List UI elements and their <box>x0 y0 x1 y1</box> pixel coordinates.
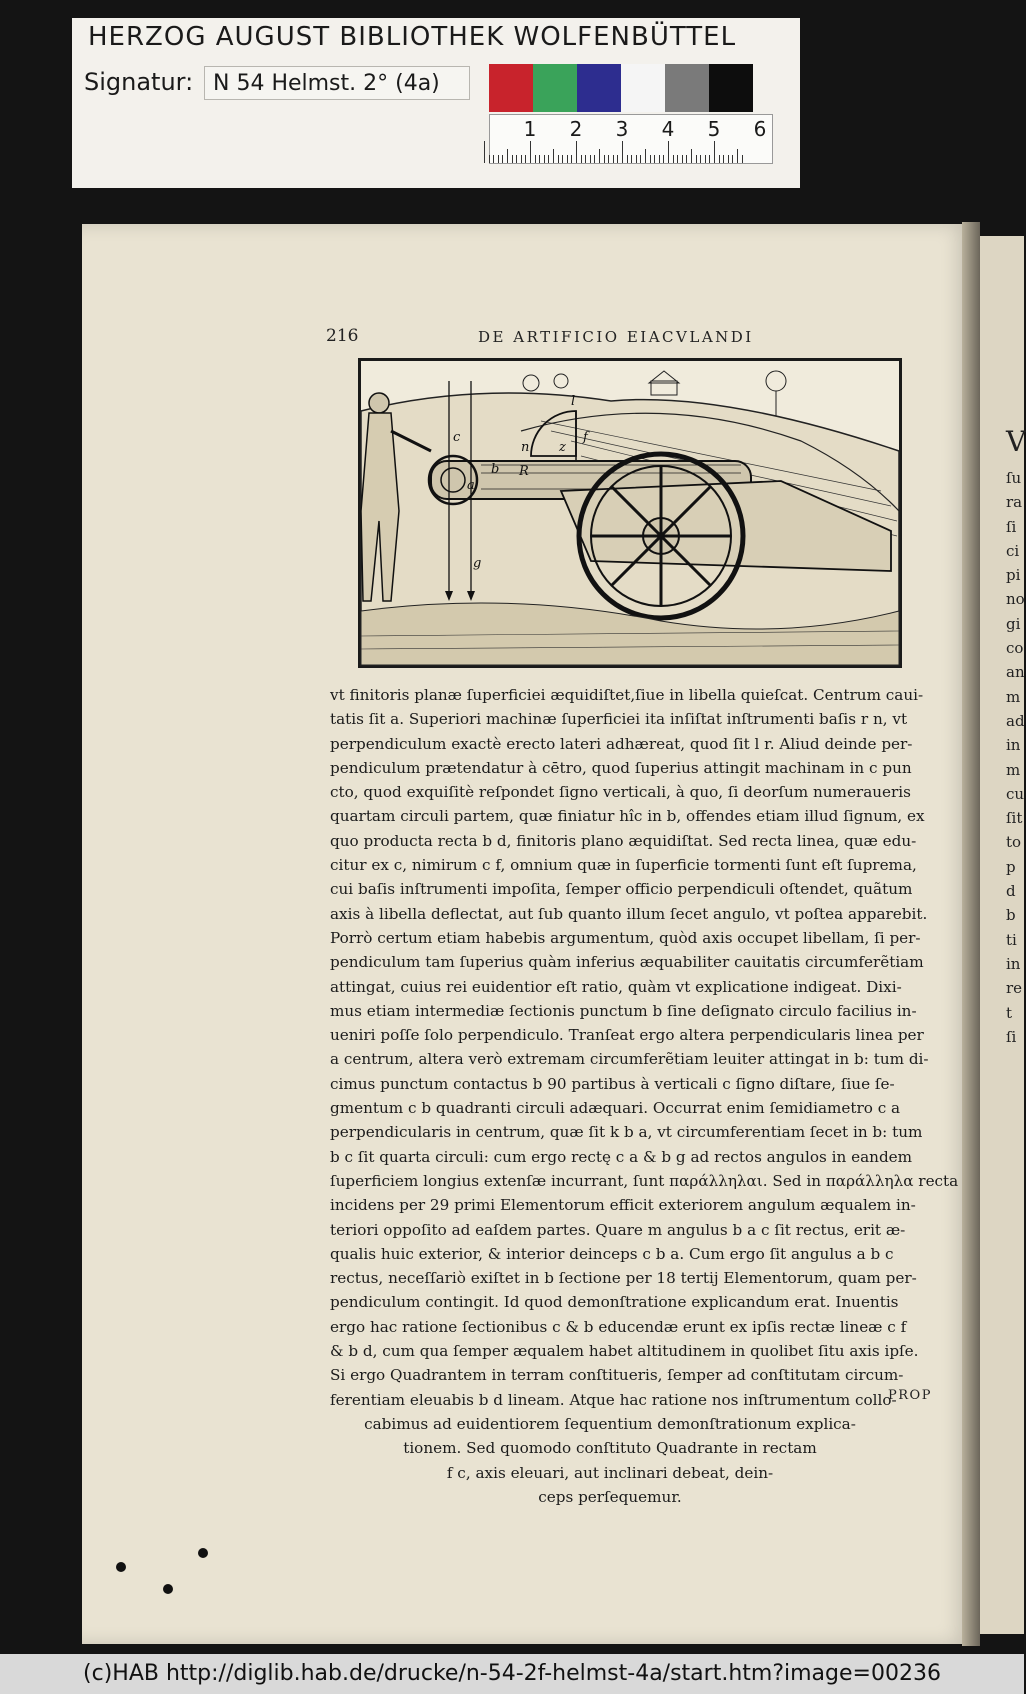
text-line: ceps perſequemur. <box>538 1487 682 1506</box>
text-line: perpendiculum exactè erecto lateri adhæreat, quod ſit l r. Aliud deinde per- <box>330 734 913 753</box>
text-line: b c ſit quarta circuli: cum ergo rectę c a & b g ad rectos angulos in eandem <box>330 1147 913 1166</box>
figure-letter: n <box>521 440 530 455</box>
facing-text-fragment: p <box>1006 857 1016 876</box>
swatch-black <box>709 64 753 112</box>
signatur-value: N 54 Helmst. 2° (4a) <box>204 66 470 100</box>
ruler-tick <box>737 149 738 163</box>
ruler-tick <box>659 155 660 163</box>
ruler-tick <box>567 155 568 163</box>
ruler-tick <box>728 155 729 163</box>
facing-text-fragment: pi <box>1006 566 1021 585</box>
swatch-gray <box>665 64 709 112</box>
text-line: vt finitoris planæ ſuperficiei æquidiſtet,ſiue in libella quieſcat. Centrum caui- <box>330 686 924 704</box>
text-line: & b d, cum qua ſemper æqualem habet altitudinem in quolibet ſitu axis ipſe. <box>330 1342 919 1361</box>
ruler-tick <box>585 155 586 163</box>
facing-text-fragment: ci <box>1006 541 1020 560</box>
ruler-tick <box>489 155 490 163</box>
figure-letter: b <box>491 462 500 477</box>
woodcut-illustration <box>358 358 902 668</box>
ruler-tick <box>650 155 651 163</box>
text-line: mus etiam intermediæ ſectionis punctum b ſine deſignato circulo facilius in- <box>330 1001 917 1020</box>
copyright-url-footer: (c)HAB http://diglib.hab.de/drucke/n-54-2f-helmst-4a/start.htm?image=00236 <box>0 1654 1024 1694</box>
text-line: cto, quod exquiſitè reſpondet ſigno verticali, à quo, ſi deorſum numeraueris <box>330 783 911 802</box>
facing-text-fragment: ti <box>1006 930 1017 949</box>
ruler-number: 4 <box>661 117 675 141</box>
ruler-tick <box>682 155 683 163</box>
text-line: tionem. Sed quomodo conſtituto Quadrante in rectam <box>403 1439 817 1458</box>
ruler-tick <box>521 155 522 163</box>
ruler-tick <box>673 155 674 163</box>
ruler-number: 1 <box>523 117 537 141</box>
figure-letter: g <box>473 556 482 571</box>
ruler-tick <box>512 155 513 163</box>
figure-letter: c <box>453 430 461 445</box>
swatch-blue <box>577 64 621 112</box>
ruler-tick <box>562 155 563 163</box>
collection-label-card <box>72 18 800 188</box>
library-name: HERZOG AUGUST BIBLIOTHEK WOLFENBÜTTEL <box>88 22 737 52</box>
ruler-tick <box>594 155 595 163</box>
ruler-tick <box>654 155 655 163</box>
ruler-tick <box>530 141 531 163</box>
ruler-tick <box>640 155 641 163</box>
ruler-tick <box>617 155 618 163</box>
facing-text-fragment: cu <box>1006 784 1025 803</box>
ruler-tick <box>590 155 591 163</box>
ruler-tick <box>663 155 664 163</box>
text-line: attingat, cuius rei euidentior eſt ratio, quàm vt explicatione indigeat. Dixi- <box>330 977 902 996</box>
ruler-tick <box>558 155 559 163</box>
ruler-tick <box>544 155 545 163</box>
text-line: a centrum, altera verò extremam circumferẽtiam leuiter attingat in b: tum di- <box>330 1050 929 1069</box>
text-line: f c, axis eleuari, aut inclinari debeat, dein- <box>446 1463 774 1482</box>
ruler-tick <box>723 155 724 163</box>
ruler-tick <box>719 155 720 163</box>
ruler-tick <box>709 155 710 163</box>
ruler-tick <box>493 155 494 163</box>
ruler-number: 3 <box>615 117 629 141</box>
ruler-tick <box>548 155 549 163</box>
text-line: ergo hac ratione ſectionibus c & b educendæ erunt ex ipſis rectæ lineæ c f <box>330 1317 907 1336</box>
ruler-tick <box>732 155 733 163</box>
text-line: teriori oppoſito ad eaſdem partes. Quare m angulus b a c ſit rectus, erit æ- <box>330 1220 906 1239</box>
facing-text-fragment: ſi <box>1006 517 1017 536</box>
text-line: tatis ſit a. Superiori machinæ ſuperficiei ita inſiſtat inſtrumenti baſis r n, vt <box>330 710 908 729</box>
text-line: rectus, neceſſariò exiſtet in b ſectione per 18 tertij Elementorum, quam per- <box>330 1269 917 1288</box>
facing-text-fragment: m <box>1006 687 1021 706</box>
facing-text-fragment: t <box>1006 1003 1013 1022</box>
ruler-tick <box>631 155 632 163</box>
ruler-tick <box>691 149 692 163</box>
scale-ruler <box>489 114 773 164</box>
ink-spot <box>163 1584 173 1594</box>
facing-text-fragment: no <box>1006 590 1025 609</box>
text-line: gmentum c b quadranti circuli adæquari. Occurrat enim ſemidiametro c a <box>330 1099 901 1118</box>
swatch-red <box>489 64 533 112</box>
facing-text-fragment: d <box>1006 882 1016 901</box>
ruler-tick <box>576 141 577 163</box>
text-line: cabimus ad euidentiorem ſequentium demonſtrationum explica- <box>364 1414 856 1433</box>
ruler-tick <box>604 155 605 163</box>
figure-letter: a <box>467 478 475 493</box>
ruler-tick <box>622 141 623 163</box>
ruler-tick <box>668 141 669 163</box>
text-line: qualis huic exterior, & interior deinceps c b a. Cum ergo ſit angulus a b c <box>330 1244 894 1263</box>
ruler-tick <box>696 155 697 163</box>
facing-text-fragment: ſit <box>1006 809 1023 828</box>
ruler-tick <box>686 155 687 163</box>
ruler-tick <box>498 155 499 163</box>
facing-text-fragment: ra <box>1006 493 1023 512</box>
figure-letter: f <box>583 430 588 445</box>
facing-text-fragment: ſu <box>1006 469 1022 487</box>
text-line: ueniri poſſe ſolo perpendiculo. Tranſeat ergo altera perpendicularis linea per <box>330 1026 924 1045</box>
ruler-tick <box>714 141 715 163</box>
text-line: Si ergo Quadrantem in terram conſtitueris, ſemper ad conſtitutam circum- <box>330 1366 904 1385</box>
ruler-tick <box>599 149 600 163</box>
ruler-tick <box>677 155 678 163</box>
facing-page-text <box>1006 425 1026 1049</box>
text-line: pendiculum contingit. Id quod demonſtratione explicandum erat. Inuentis <box>330 1293 899 1312</box>
text-line: cui baſis inſtrumenti impoſita, ſemper officio perpendiculi oſtendet, quãtum <box>330 880 913 899</box>
facing-text-fragment: V <box>1006 425 1026 458</box>
ruler-tick <box>502 155 503 163</box>
figure-letter: R <box>519 464 529 479</box>
ruler-tick <box>613 155 614 163</box>
ruler-tick <box>742 155 743 163</box>
text-line: axis à libella deflectat, aut ſub quanto illum ſecet angulo, vt poſtea apparebit. <box>330 904 928 923</box>
facing-text-fragment: b <box>1006 906 1016 925</box>
facing-text-fragment: to <box>1006 833 1022 852</box>
facing-text-fragment: in <box>1006 954 1021 973</box>
ruler-number: 5 <box>707 117 721 141</box>
text-line: perpendicularis in centrum, quæ ſit k b a, vt circumferentiam ſecet in b: tum <box>330 1123 923 1142</box>
ruler-tick <box>571 155 572 163</box>
running-head: DE ARTIFICIO EIACVLANDI <box>478 328 754 346</box>
signatur-label: Signatur: <box>84 68 194 96</box>
catchword: PROP <box>888 1388 932 1403</box>
text-line: Porrò certum etiam habebis argumentum, quòd axis occupet libellam, ſi per- <box>330 928 921 947</box>
cannon-woodcut-svg <box>361 361 899 665</box>
ruler-number: 2 <box>569 117 583 141</box>
text-line: ferentiam eleuabis b d lineam. Atque hac ratione nos inſtrumentum collo- <box>330 1390 897 1409</box>
page-gutter <box>962 222 980 1646</box>
text-line: pendiculum tam ſuperius quàm inferius æquabiliter cauitatis circumferẽtiam <box>330 953 924 972</box>
ruler-tick <box>484 141 485 163</box>
facing-text-fragment: an <box>1006 663 1025 682</box>
figure-letter: l <box>571 394 576 409</box>
ruler-tick <box>539 155 540 163</box>
ruler-tick <box>645 149 646 163</box>
ruler-tick <box>553 149 554 163</box>
swatch-green <box>533 64 577 112</box>
text-line: citur ex c, nimirum c f, omnium quæ in ſuperficie tormenti ſunt eſt ſuprema, <box>330 856 917 875</box>
facing-text-fragment: ſi <box>1006 1027 1017 1046</box>
text-line: ſuperficiem longius extenſæ incurrant, ſunt παράλληλαι. Sed in παράλληλα recta <box>330 1171 959 1190</box>
facing-text-fragment: in <box>1006 736 1021 755</box>
ruler-tick <box>525 155 526 163</box>
ruler-tick <box>636 155 637 163</box>
page-body-text <box>330 683 959 1509</box>
ruler-tick <box>627 155 628 163</box>
swatch-white <box>621 64 665 112</box>
figure-letter: z <box>559 440 566 455</box>
page-number: 216 <box>326 326 359 346</box>
facing-text-fragment: m <box>1006 760 1021 779</box>
ruler-tick <box>535 155 536 163</box>
text-line: quo producta recta b d, finitoris plano æquidiſtat. Sed recta linea, quæ edu- <box>330 831 917 850</box>
ruler-tick <box>705 155 706 163</box>
ink-spot <box>116 1562 126 1572</box>
ruler-tick <box>516 155 517 163</box>
ruler-tick <box>507 149 508 163</box>
ruler-tick <box>581 155 582 163</box>
text-line: incidens per 29 primi Elementorum efficit exteriorem angulum æqualem in- <box>330 1196 916 1215</box>
ruler-tick <box>608 155 609 163</box>
ruler-tick <box>700 155 701 163</box>
facing-text-fragment: gi <box>1006 614 1021 633</box>
facing-text-fragment: co <box>1006 639 1024 658</box>
text-line: quartam circuli partem, quæ finiatur hîc in b, offendes etiam illud ſignum, ex <box>330 807 925 826</box>
color-calibration-strip <box>489 64 753 112</box>
ink-spot <box>198 1548 208 1558</box>
text-line: cimus punctum contactus b 90 partibus à verticali c ſigno diſtare, ſiue ſe- <box>330 1074 895 1093</box>
facing-text-fragment: ad <box>1006 711 1025 730</box>
text-line: pendiculum prætendatur à cētro, quod ſuperius attingit machinam in c pun <box>330 758 912 777</box>
facing-text-fragment: re <box>1006 979 1023 998</box>
ruler-number: 6 <box>753 117 767 141</box>
